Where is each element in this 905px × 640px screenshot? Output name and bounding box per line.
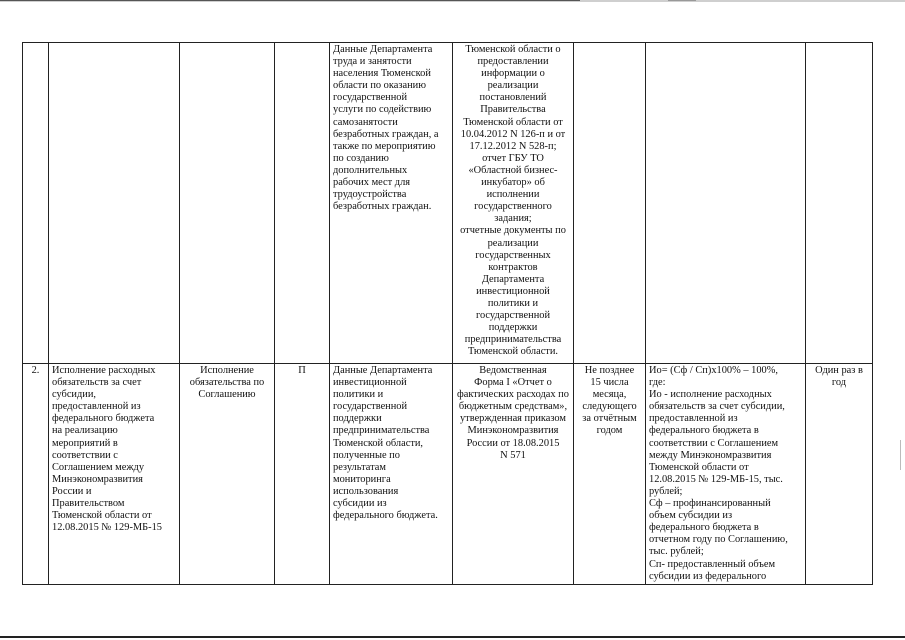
deadline — [574, 43, 646, 364]
unit-of-measure: Исполнение обязательства по Соглашению — [180, 364, 275, 585]
indicators-table — [22, 42, 873, 585]
indicator-name: Исполнение расходных обязательств за счет субсидии, предоставленной из федерального бюджета на реализацию мероприятий в соответствии с Соглашением между Минэкономразвития России и Правительством Тюменской области от 12.08.2015 № 129-МБ-15 — [49, 364, 180, 585]
frequency: Один раз в год — [806, 364, 873, 585]
indicator-name — [49, 43, 180, 364]
table-row — [23, 364, 873, 585]
scan-mark — [668, 0, 696, 1]
row-number — [23, 43, 49, 364]
calculation-formula: Ио= (Сф / Сп)х100% – 100%, где: Ио - исполнение расходных обязательств за счет субсидии, предоставленной из федерального бюджета в соответствии с Соглашением между Минэкономразвития Тюменской области от 12.08.2015 № 129-МБ-15, тыс. рублей; Сф – профинансированный объем субсидии из федерального бюджета в отчетном году по Соглашению, тыс. рублей; Сп- предоставленный объем субсидии из федерального — [646, 364, 806, 585]
indicator-type: П — [275, 364, 330, 585]
deadline: Не позднее 15 числа месяца, следующего за отчётным годом — [574, 364, 646, 585]
table-row — [23, 43, 873, 364]
reporting-documents: Тюменской области о предоставлении информации о реализации постановлений Правительства Тюменской области от 10.04.2012 N 126-п и от 17.12.2012 N 528-п; отчет ГБУ ТО «Областной бизнес- инкубатор» об исполнении государственного задания; отчетные документы по реализации государственных контрактов Департамента инвестиционной политики и государственной поддержки предпринимательства Тюменской области. — [453, 43, 574, 364]
row-number: 2. — [23, 364, 49, 585]
frequency — [806, 43, 873, 364]
calculation-formula — [646, 43, 806, 364]
unit-of-measure — [180, 43, 275, 364]
scan-mark — [900, 440, 901, 470]
data-source: Данные Департамента труда и занятости населения Тюменской области по оказанию государственной услуги по содействию самозанятости безработных граждан, а также по мероприятию по созданию дополнительных рабочих мест для трудоустройства безработных граждан. — [330, 43, 453, 364]
indicator-type — [275, 43, 330, 364]
data-source: Данные Департамента инвестиционной политики и государственной поддержки предпринимательства Тюменской области, полученные по результатам мониторинга использования субсидии из федерального бюджета. — [330, 364, 453, 585]
reporting-documents: Ведомственная Форма I «Отчет о фактических расходах по бюджетным средствам», утвержденная приказом Минэкономразвития России от 18.08.2015 N 571 — [453, 364, 574, 585]
page-bottom-edge — [0, 636, 905, 638]
page-top-line — [0, 0, 580, 1]
